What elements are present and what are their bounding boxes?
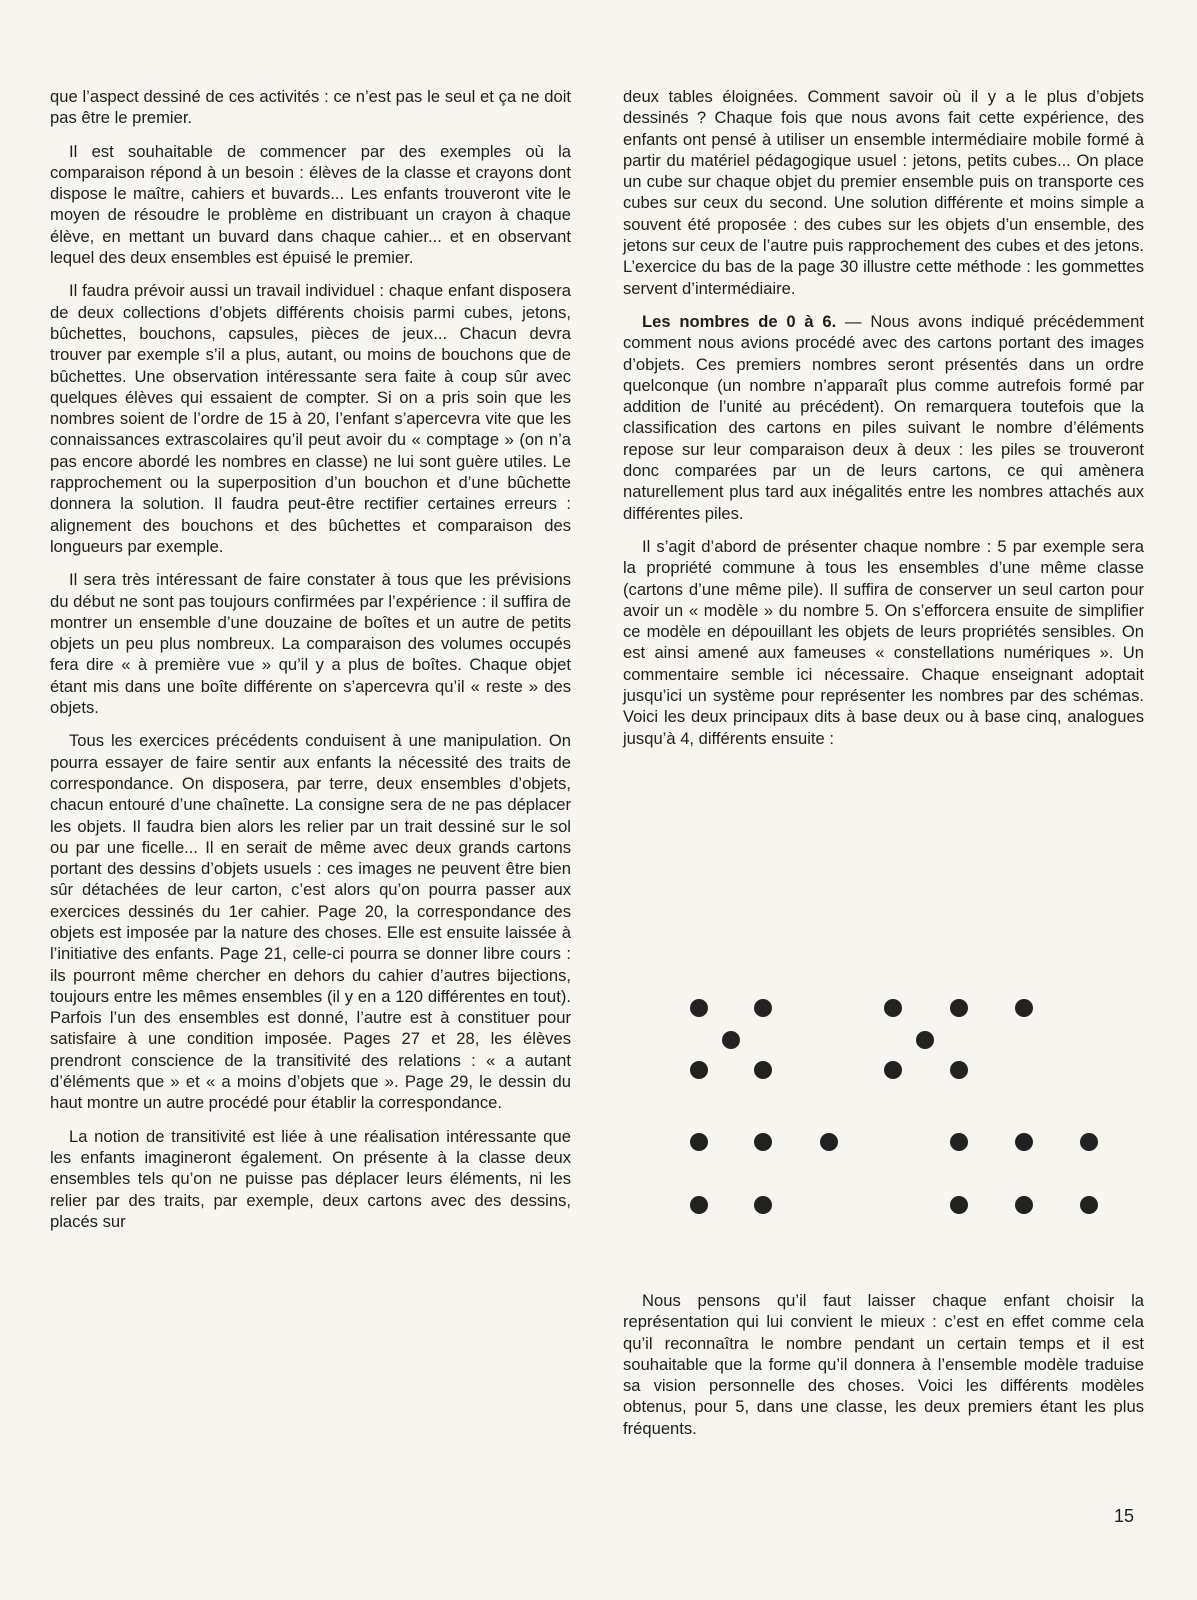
right-paragraph-3: Il s’agit d’abord de présenter chaque nombre : 5 par exemple sera la propriété commune à tous les ensembles d’une même classe (cartons d’une même pile). Il suffira de conserver un seul carton pour avoir un « modèle » du nombre 5. On s’efforcera ensuite de simplifier ce modèle en dépouillant les objets de leurs propriétés sensibles. On est ainsi amené aux fameuses « constellations numériques ». Un commentaire semble ici nécessaire. Chaque enseignant adoptait jusqu’ici un système pour représenter les nombres par des schémas. Voici les deux principaux dits à base deux ou à base cinq, analogues jusqu’à 4, différents ensuite : bbox=[623, 536, 1144, 748]
right-paragraph-2 bbox=[623, 311, 1144, 524]
dot bbox=[690, 1061, 708, 1079]
dot bbox=[754, 999, 772, 1017]
dot bbox=[722, 1031, 740, 1049]
dot bbox=[820, 1133, 838, 1151]
dot bbox=[916, 1031, 934, 1049]
left-paragraph-1: que l’aspect dessiné de ces activités : ce n’est pas le seul et ça ne doit pas être le premier. bbox=[50, 87, 571, 128]
left-paragraph-3: Il faudra prévoir aussi un travail individuel : chaque enfant disposera de deux collections d’objets différents choisis parmi cubes, jetons, bûchettes, bouchons, capsules, pièces de jeux... Chacun devra trouver par exemple s’il a plus, autant, ou moins de bouchons que de bûchettes. Une observation intéressante sera faite à coup sûr avec quelques élèves qui essaient de compter. Si on a pris soin que les nombres soient de l’ordre de 15 à 20, l’enfant s’apercevra vite que les connaissances extrascolaires qu’il peut avoir du « comptage » (on n’a pas encore abordé les nombres en classe) ne lui sont guère utiles. Le rapprochement ou la superposition d’un bouchon et d’une bûchette donnera la solution. Il faudra peut-être rectifier certaines erreurs : alignement des bouchons et des bûchettes et comparaison des longueurs par exemple. bbox=[50, 281, 571, 556]
dot bbox=[754, 1061, 772, 1079]
dot bbox=[950, 1061, 968, 1079]
constellation-base-five-four bbox=[884, 999, 1033, 1079]
closing-text bbox=[623, 1290, 1144, 1439]
dot bbox=[690, 999, 708, 1017]
dot bbox=[1015, 1196, 1033, 1214]
dot bbox=[690, 1196, 708, 1214]
dot bbox=[884, 1061, 902, 1079]
dot bbox=[754, 1196, 772, 1214]
left-paragraph-5: Tous les exercices précédents conduisent à une manipulation. On pourra essayer de faire sentir aux enfants la nécessité des traits de correspondance. On disposera, par terre, deux ensembles d’objets, chacun entouré d’une chaînette. La consigne sera de ne pas déplacer les objets. Il faudra bien alors les relier par un trait dessiné sur le sol ou par une ficelle... Il en serait de même avec deux grands cartons portant des dessins d’objets usuels : ces images ne peuvent être bien sûr détachées de leur carton, c’est alors qu’on pourra passer aux exercices dessinés du 1er cahier. Page 20, la correspondance des objets est imposée par la nature des choses. Elle est ensuite laissée à l’initiative des enfants. Page 21, celle-ci pourra se donner libre cours : ils pourront même chercher en dehors du cahier d’autres bijections, toujours entre les mêmes ensembles (il y en a 120 différentes en tout). Parfois l’un des ensembles est donné, l’autre est à constituer pour satisfaire à une condition imposée. Pages 27 et 28, les élèves prendront conscience de la transitivité des relations : « a autant d’éléments que » et « a moins d’objets que ». Page 29, le dessin du haut montre un autre procédé pour établir la correspondance. bbox=[50, 731, 571, 1113]
dot bbox=[950, 1196, 968, 1214]
closing-paragraph: Nous pensons qu’il faut laisser chaque enfant choisir la représentation qui lui convient le mieux : c’est en effet comme cela qu’il reconnaîtra le nombre pendant un certain temps et il est souhaitable que la forme qu’il donnera à l’ensemble modèle traduise sa vision personnelle des choses. Voici les différents modèles obtenus, pour 5, dans une classe, les deux premiers étant les plus fréquents. bbox=[623, 1291, 1144, 1438]
page-number: 15 bbox=[1114, 1506, 1135, 1526]
dot bbox=[950, 999, 968, 1017]
left-paragraph-6: La notion de transitivité est liée à une réalisation intéressante que les enfants imagineront également. On présente à la classe deux ensembles tels qu’on ne puisse pas déplacer leurs éléments, ni les relier par des traits, par exemple, deux cartons avec des dessins, placés sur bbox=[50, 1126, 571, 1231]
right-column bbox=[623, 86, 1144, 761]
dot bbox=[754, 1133, 772, 1151]
section-heading: Les nombres de 0 à 6. bbox=[642, 311, 837, 331]
dot bbox=[1015, 1133, 1033, 1151]
dot bbox=[1015, 999, 1033, 1017]
dot bbox=[1080, 1196, 1098, 1214]
dot bbox=[690, 1133, 708, 1151]
dot bbox=[1080, 1133, 1098, 1151]
left-paragraph-4: Il sera très intéressant de faire constater à tous que les prévisions du début ne sont pas toujours confirmées par l’expérience : il suffira de montrer un ensemble d’une douzaine de boîtes et un autre de petits objets un peu plus nombreux. La comparaison des volumes occupés fera dire « à première vue » qu’il y a plus de boîtes. Chaque objet étant mis dans une boîte différente on s’apercevra qu’il « reste » des objets. bbox=[50, 570, 571, 718]
dot bbox=[884, 999, 902, 1017]
constellations-figure bbox=[623, 990, 1144, 1235]
constellation-base-five-five bbox=[950, 1133, 1098, 1214]
right-paragraph-1: deux tables éloignées. Comment savoir où il y a le plus d’objets dessinés ? Chaque fois que nous avons fait cette expérience, des enfants ont pensé à utiliser un ensemble intermédiaire mobile formé à partir du matériel pédagogique usuel : jetons, petits cubes... On place un cube sur chaque objet du premier ensemble puis on transporte ces cubes sur ceux du second. Une solution différente et moins simple a souvent été proposée : des cubes sur les objets d’un ensemble, des jetons sur ceux de l’autre puis rapprochement des cubes et des jetons. L’exercice du bas de la page 30 illustre cette méthode : les gommettes servent d’intermédiaire. bbox=[623, 87, 1144, 298]
constellation-base-two-four bbox=[690, 999, 772, 1079]
left-column bbox=[50, 86, 571, 1244]
left-paragraph-2: Il est souhaitable de commencer par des exemples où la comparaison répond à un besoin : élèves de la classe et crayons dont dispose le maître, cahiers et buvards... Les enfants trouveront vite le moyen de résoudre le problème en distribuant un crayon à chaque élève, en mettant un buvard dans chaque cahier... et en observant lequel des deux ensembles est épuisé le premier. bbox=[50, 141, 571, 268]
right-paragraph-2-text: — Nous avons indiqué précédemment comment nous avions procédé avec des cartons portant des images d’objets. Ces premiers nombres seront présentés dans un ordre quelconque (un nombre n’apparaît plus comme autrefois formé par addition de l’unité au précédent). On remarquera toutefois que la classification des cartons en piles suivant le nombre d’éléments repose sur leur comparaison deux à deux : les piles se trouveront donc comparées par un de leurs cartons, ce qui amènera naturellement plus tard aux inégalités entre les nombres attachés aux différentes piles. bbox=[623, 311, 1144, 523]
dot bbox=[950, 1133, 968, 1151]
constellation-base-two-five bbox=[690, 1133, 838, 1214]
